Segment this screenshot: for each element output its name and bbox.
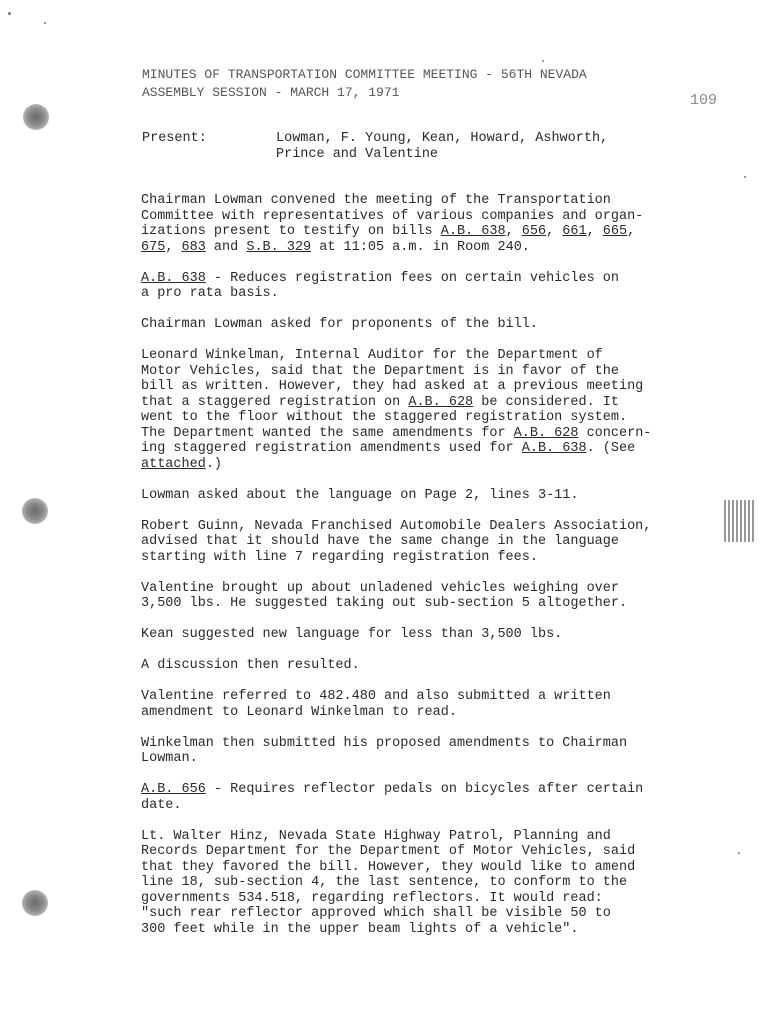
paragraph-opening [141,193,721,255]
text-run: and [205,239,247,255]
paragraph-proponents: Chairman Lowman asked for proponents of the bill. [141,317,538,332]
bill-ref-ab628: A.B. 628 [408,394,474,410]
scan-speck [542,60,544,62]
paragraph-ab638 [141,271,721,302]
text-run: . (See [586,441,636,456]
present-names-line-1: Lowman, F. Young, Kean, Howard, Ashworth, [276,131,609,146]
paragraph-kean: Kean suggested new language for less than 3,500 lbs. [141,627,563,642]
text-run: , [546,224,563,239]
bill-ref-675: 675 [141,239,166,255]
scan-speck [744,176,746,178]
text-run: , [586,224,603,239]
punch-hole [22,498,48,524]
header-line-2: ASSEMBLY SESSION - MARCH 17, 1971 [142,85,400,100]
bill-ref-683: 683 [181,239,206,255]
paragraph-valentine-amendment: Valentine referred to 482.480 and also submitted a written amendment to Leonard Winkelman to read. [141,689,611,720]
paragraph-winkelman [141,348,721,472]
bill-ref-661: 661 [562,224,587,239]
text-run: at 11:05 a.m. in Room 240. [311,239,530,255]
bill-ref-656: 656 [521,224,547,239]
scan-speck [44,22,46,24]
bill-ref-sb329: S.B. 329 [246,239,312,255]
text-run: - Requires reflector pedals on bicycles after certain date. [141,782,644,813]
present-names [276,131,608,163]
bill-heading-ab656: A.B. 656 [141,782,206,797]
text-run: , [165,239,182,255]
scan-speck [8,12,11,15]
text-run: - Reduces registration fees on certain vehicles on a pro rata basis. [141,270,619,301]
present-label: Present: [142,131,207,146]
bill-heading-ab638: A.B. 638 [141,270,206,286]
text-run: Leonard Winkelman, Internal Auditor for the Department of Motor Vehicles, said that the Department is in favor of the bill as written. However, they had asked at a previous meeting that a staggered registration on [141,348,644,410]
paragraph-hinz: Lt. Walter Hinz, Nevada State Highway Patrol, Planning and Records Department for the Department of Motor Vehicles, said that they favored the bill. However, they would like to amend line 18, sub-section 4, the last sentence, to conform to the governments 534.518, regarding reflectors. It would read: "such rear reflector approved which shall be visible 50 to 300 feet while in the upper beam lights of a vehicle". [141,828,636,937]
bill-ref-665: 665 [602,224,628,239]
attached-ref: attached [141,456,206,472]
paragraph-language: Lowman asked about the language on Page 2, lines 3-11. [141,487,579,503]
bill-ref-ab628: A.B. 628 [513,425,579,441]
paragraph-valentine-unladened: Valentine brought up about unladened vehicles weighing over 3,500 lbs. He suggested taking out sub-section 5 altogether. [141,580,628,611]
page-number: 109 [690,92,718,109]
paragraph-winkelman-amendments: Winkelman then submitted his proposed amendments to Chairman Lowman. [141,735,628,766]
punch-hole [23,104,49,130]
present-names-line-2: Prince and Valentine [276,147,439,162]
paragraph-discussion: A discussion then resulted. [141,658,360,673]
paragraph-ab656 [141,782,721,813]
text-run: be considered. It went to the floor without the staggered registration system. The Department wanted the same amendments for [141,394,628,441]
text-run: , [505,224,522,239]
paragraph-guinn: Robert Guinn, Nevada Franchised Automobile Dealers Association, advised that it should have the same change in the language starting with line 7 regarding registration fees. [141,518,652,565]
bill-ref-ab638: A.B. 638 [440,224,506,239]
scan-speck [738,852,740,854]
bill-ref-ab638: A.B. 638 [521,441,587,456]
text-run: concern- ing staggered registration amendments used for [141,425,652,456]
text-run: .) [205,456,223,472]
text-run: Chairman Lowman convened the meeting of the Transportation Committee with representatives of various companies and organ- izations present to testify on bills [141,193,644,239]
scan-stamp-mark [724,500,756,542]
punch-hole [22,890,48,916]
header-line-1: MINUTES OF TRANSPORTATION COMMITTEE MEETING - 56TH NEVADA [142,67,587,82]
document-header [142,66,587,102]
text-run: , [627,224,636,239]
minutes-body [141,193,721,953]
